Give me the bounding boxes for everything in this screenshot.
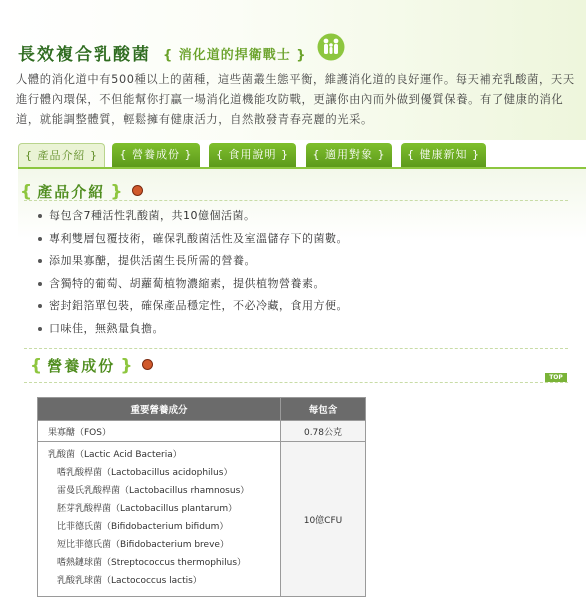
tab-target-audience[interactable]: { 適用對象 } [306, 143, 392, 167]
ladybug-icon [132, 185, 143, 196]
strain-item: 嗜熱鏈球菌（Streptococcus thermophilus） [57, 558, 247, 568]
tab-product-intro[interactable]: { 產品介紹 } [18, 143, 105, 169]
section-heading-nutrition [30, 355, 153, 375]
page-description: 人體的消化道中有500種以上的菌種，這些菌叢生態平衡，維護消化道的良好運作。每天補充乳酸菌，天天進行體內環保，不但能幫你打贏一場消化道機能攻防戰，更讓你由內而外做到優質保養。有了健康的消化道，就能調整體質，輕鬆擁有健康活力，自然散發青春亮麗的光采。 [16, 73, 575, 126]
column-header: 每包含 [281, 398, 366, 421]
page-title: 長效複合乳酸菌 [18, 45, 151, 65]
tab-bar [18, 143, 586, 169]
section-title: 產品介紹 [37, 183, 106, 201]
section-heading-intro [20, 181, 143, 201]
header-banner [0, 0, 586, 140]
column-header: 重要營養成分 [38, 398, 281, 421]
table-row [38, 421, 366, 442]
divider [24, 382, 568, 383]
ladybug-icon [142, 359, 153, 370]
tab-usage[interactable]: { 食用說明 } [209, 143, 296, 167]
list-item: 密封鋁箔單包裝，確保產品穩定性，不必冷藏，食用方便。 [38, 295, 348, 318]
list-item: 專利雙層包覆技術，確保乳酸菌活性及室溫儲存下的菌數。 [38, 228, 348, 251]
bracket-open: { [30, 356, 43, 376]
strain-item: 乳酸乳球菌（Lactococcus lactis） [57, 576, 202, 586]
family-people-icon [317, 33, 345, 61]
strain-item: 雷曼氏乳酸桿菌（Lactobacillus rhamnosus） [57, 486, 250, 496]
table-row [38, 442, 366, 597]
strain-item: 胚芽乳酸桿菌（Lactobacillus plantarum） [57, 504, 238, 514]
ingredient-value: 10億CFU [281, 442, 366, 597]
ingredient-group [38, 442, 281, 597]
list-item: 含獨特的葡萄、胡蘿蔔植物濃縮素，提供植物營養素。 [38, 273, 348, 296]
back-to-top-button[interactable]: TOP [545, 373, 567, 382]
ingredient-name: 乳酸菌（Lactic Acid Bacteria） [48, 450, 182, 460]
table-header-row [38, 398, 366, 421]
strain-item: 比菲德氏菌（Bifidobacterium bifidum） [57, 522, 229, 532]
tab-health-news[interactable]: { 健康新知 } [401, 143, 486, 167]
nutrition-table [37, 397, 366, 597]
bracket-open: { [20, 182, 33, 202]
strain-item: 嗜乳酸桿菌（Lactobacillus acidophilus） [57, 468, 233, 478]
ingredient-value: 0.78公克 [281, 421, 366, 442]
divider [24, 200, 568, 201]
bracket-close: } [110, 182, 123, 202]
tab-nutrition[interactable]: { 營養成份 } [112, 143, 200, 167]
divider [24, 348, 568, 349]
list-item: 每包含7種活性乳酸菌，共10億個活菌。 [38, 205, 348, 228]
feature-list [38, 205, 348, 341]
page-subtitle: { 消化道的捍衛戰士 } [163, 48, 307, 63]
bracket-close: } [120, 356, 133, 376]
list-item: 添加果寡醣，提供活菌生長所需的營養。 [38, 250, 348, 273]
strain-item: 短比菲德氏菌（Bifidobacterium breve） [57, 540, 229, 550]
ingredient-name: 果寡醣（FOS） [38, 421, 281, 442]
list-item: 口味佳，無熱量負擔。 [38, 318, 348, 341]
section-title: 營養成份 [47, 357, 116, 375]
